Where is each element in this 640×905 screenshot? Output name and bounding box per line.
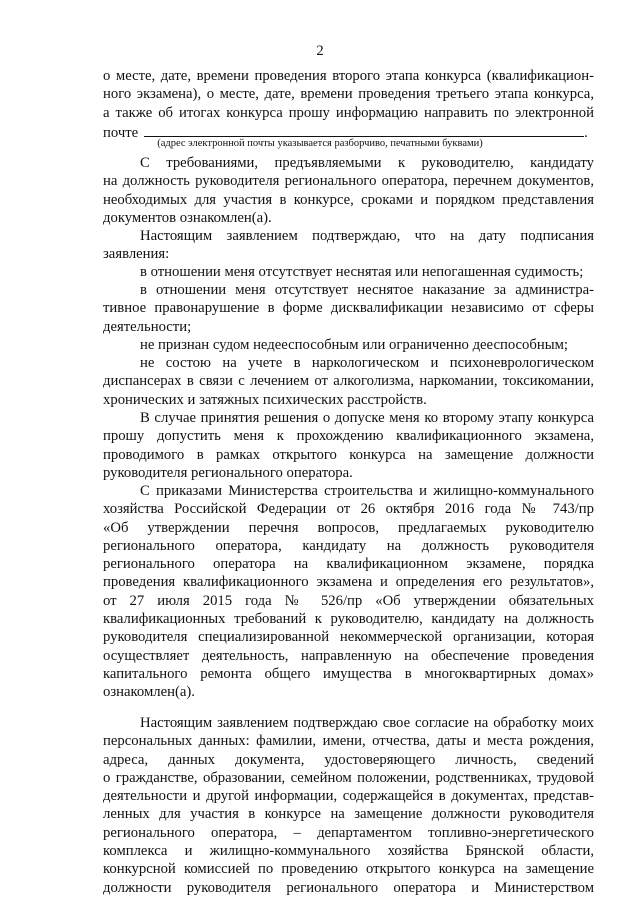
text-line: «Об утверждении перечня вопросов, предлагаемых руководителю	[103, 519, 594, 536]
paragraph-notification	[103, 67, 594, 140]
text-line: ленных для участия в конкурсе на замещение должности руководителя	[103, 806, 594, 823]
text-line: персональных данных: фамилии, имени, отчества, даты и места рождения,	[103, 733, 594, 750]
text-line: прошу допустить меня к прохождению квалификационного экзамена,	[103, 428, 594, 445]
paragraph-orders	[103, 482, 594, 702]
paragraph-confirmation	[103, 227, 594, 264]
text-line: должности руководителя регионального оператора и Министерством	[103, 879, 594, 896]
email-input-line[interactable]	[144, 122, 584, 137]
text-line: хозяйства Российской Федерации от 26 октября 2016 года № 743/пр	[103, 501, 594, 518]
paragraph-exam-admission	[103, 409, 594, 482]
text-line: руководителя регионального оператора.	[103, 464, 353, 481]
text-line: о гражданстве, образовании, семейном положении, родственниках, трудовой	[103, 769, 594, 786]
paragraph-personal-data	[103, 714, 594, 897]
text-line: необходимых для участия в конкурсе, сроками и порядком представления	[103, 191, 594, 208]
text-line: Настоящим заявлением подтверждаю свое согласие на обработку моих	[140, 715, 594, 731]
text-line: на должность руководителя регионального оператора, перечнем документов,	[103, 173, 594, 190]
text-line: о месте, дате, времени проведения второго этапа конкурса (квалификацион-	[103, 68, 594, 84]
text-line: не состою на учете в наркологическом и психоневрологическом	[140, 355, 594, 371]
text-line: регионального оператора на квалификационном экзамене, порядка	[103, 556, 594, 573]
text-line: регионального оператора, – департаментом топливно-энергетического	[103, 824, 594, 841]
text-line: С приказами Министерства строительства и жилищно-коммунального	[140, 483, 594, 499]
text-line: квалификационных требований к руководителю, кандидату на должность	[103, 611, 594, 628]
text-line: капитального ремонта общего имущества в многоквартирных домах»	[103, 665, 594, 682]
text-line: деятельности;	[103, 318, 192, 335]
text-line: руководителя специализированной некоммерческой организации, которая	[103, 629, 594, 646]
text-line: диспансерах в связи с лечением от алкоголизма, наркомании, токсикомании,	[103, 373, 594, 390]
text-line: документов ознакомлен(а).	[103, 209, 272, 226]
text-line: комплекса и жилищно-коммунального хозяйства Брянской области,	[103, 843, 594, 860]
text-line: от 27 июля 2015 года № 526/пр «Об утверждении обязательных	[103, 592, 594, 609]
text-line: проводимого в рамках открытого конкурса на замещение должности	[103, 446, 594, 463]
list-item-dispensary	[103, 354, 594, 409]
text-line: проведения квалификационного экзамена и определения его результатов»,	[103, 574, 594, 591]
text-line: В случае принятия решения о допуске меня ко второму этапу конкурса	[140, 410, 594, 426]
page-number: 2	[316, 43, 324, 59]
list-item-disqualification	[103, 281, 594, 336]
text-line: С требованиями, предъявляемыми к руководителю, кандидату	[140, 155, 594, 171]
email-end: .	[584, 124, 588, 141]
text-line: деятельности и другой информации, содержащейся в документах, представ-	[103, 788, 594, 805]
text-line: конкурсной комиссией по проведению открытого конкурса на замещение	[103, 861, 594, 878]
text-line: в отношении меня отсутствует неснятое наказание за администра-	[140, 282, 594, 298]
text-line: тивное правонарушение в форме дисквалификации независимо от сферы	[103, 300, 594, 317]
text-line: Настоящим заявлением подтверждаю, что на дату подписания	[140, 228, 594, 244]
text-line: не признан судом недееспособным или ограниченно дееспособным;	[140, 337, 568, 353]
text-line: регионального оператора, кандидату на должность руководителя	[103, 537, 594, 554]
text-line: а также об итогах конкурса прошу информацию направить по электронной	[103, 104, 594, 121]
text-line: ознакомлен(а).	[103, 684, 195, 701]
list-item-capacity	[103, 336, 594, 354]
text-line: осуществляет деятельность, направленную на обеспечение проведения	[103, 647, 594, 664]
text-line: ного экзамена), о месте, дате, времени проведения третьего этапа конкурса,	[103, 86, 594, 103]
list-item-conviction	[103, 263, 594, 281]
text-line: в отношении меня отсутствует неснятая или непогашенная судимость;	[140, 264, 584, 280]
paragraph-requirements	[103, 154, 594, 227]
text-line: заявления:	[103, 246, 170, 263]
text-line: адреса, данных документа, удостоверяющего личность, сведений	[103, 751, 594, 768]
text-line: хронических и затяжных психических расстройств.	[103, 391, 427, 408]
email-hint: (адрес электронной почты указывается разборчиво, печатными буквами)	[157, 138, 483, 149]
email-label: почте	[103, 124, 139, 141]
